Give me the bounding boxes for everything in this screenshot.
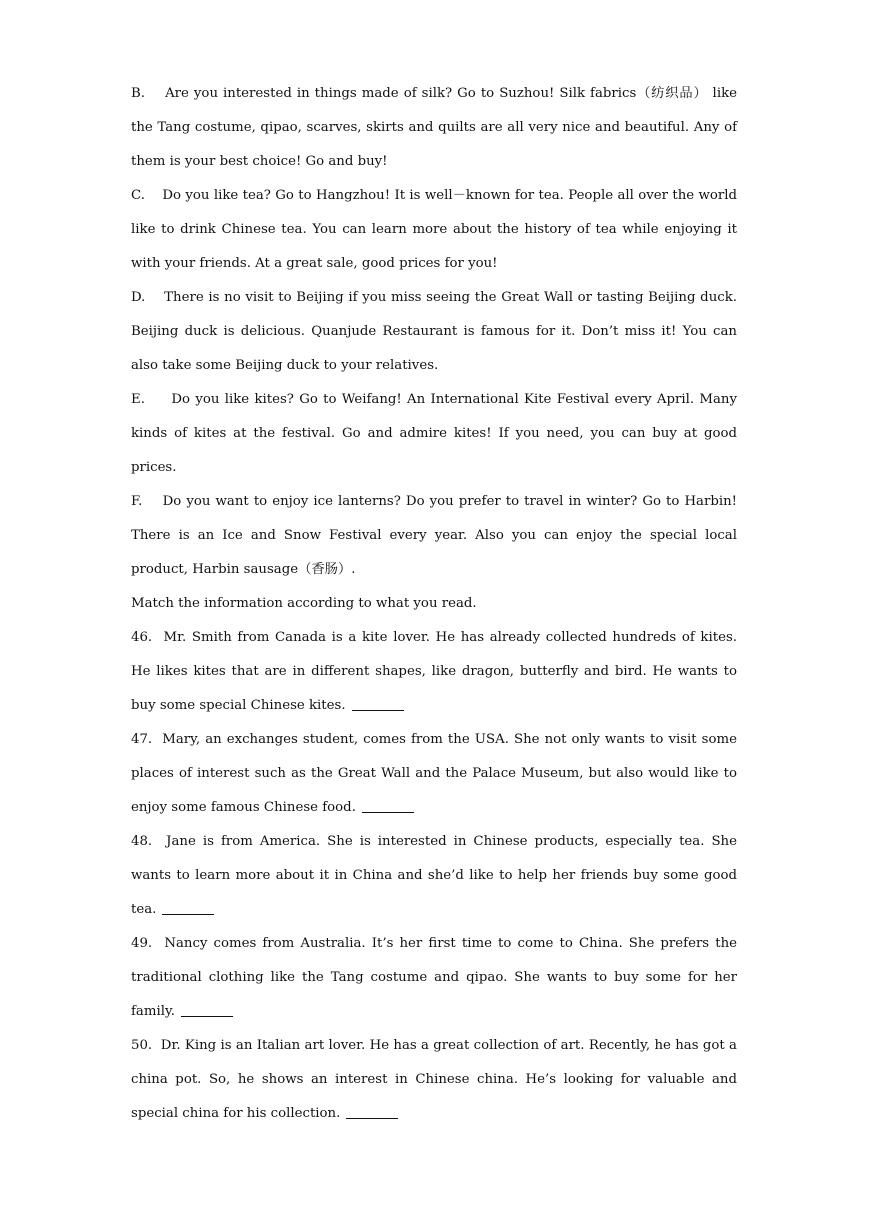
option-c: C. Do you like tea? Go to Hangzhou! It is well－known for tea. People all over the world like to drink Chinese tea. You can learn more about the history of tea while enjoying it with your friends. At a great sale, good prices for you! [131,188,737,271]
option-f: F. Do you want to enjoy ice lanterns? Do you prefer to travel in winter? Go to Harbin! There is an Ice and Snow Festival every year. Also you can enjoy the special local product, Harbin sausage（香肠）. [131,494,737,577]
question-50 [131,1029,737,1131]
answer-blank-49[interactable] [181,1015,233,1017]
question-49 [131,927,737,1029]
answer-blank-46[interactable] [352,709,404,711]
answer-blank-50[interactable] [346,1117,398,1119]
instruction: Match the information according to what you read. [131,596,477,611]
answer-blank-47[interactable] [362,811,414,813]
option-e: E. Do you like kites? Go to Weifang! An International Kite Festival every April. Many kinds of kites at the festival. Go and admire kites! If you need, you can buy at good prices. [131,392,737,475]
option-d: D. There is no visit to Beijing if you miss seeing the Great Wall or tasting Beijing duck. Beijing duck is delicious. Quanjude Restaurant is famous for it. Don’t miss it! You can also take some Beijing duck to your relatives. [131,290,737,373]
question-49-text: 49. Nancy comes from Australia. It’s her first time to come to China. She prefers the traditional clothing like the Tang costume and qipao. She wants to buy some for her family. [131,936,737,1019]
answer-blank-48[interactable] [162,913,214,915]
question-47-text: 47. Mary, an exchanges student, comes from the USA. She not only wants to visit some places of interest such as the Great Wall and the Palace Museum, but also would like to enjoy some famous Chinese food. [131,732,737,815]
question-48 [131,825,737,927]
question-48-text: 48. Jane is from America. She is interested in Chinese products, especially tea. She wants to learn more about it in China and she’d like to help her friends buy some good tea. [131,834,737,917]
option-b: B. Are you interested in things made of silk? Go to Suzhou! Silk fabrics（纺织品） like the Tang costume, qipao, scarves, skirts and quilts are all very nice and beautiful. Any of them is your best choice! Go and buy! [131,86,737,169]
reading-passage [131,77,737,1131]
question-47 [131,723,737,825]
question-46-text: 46. Mr. Smith from Canada is a kite lover. He has already collected hundreds of kites. He likes kites that are in different shapes, like dragon, butterfly and bird. He wants to buy some special Chinese kites. [131,630,737,713]
question-50-text: 50. Dr. King is an Italian art lover. He has a great collection of art. Recently, he has got a china pot. So, he shows an interest in Chinese china. He’s looking for valuable and special china for his collection. [131,1038,737,1121]
question-46 [131,621,737,723]
